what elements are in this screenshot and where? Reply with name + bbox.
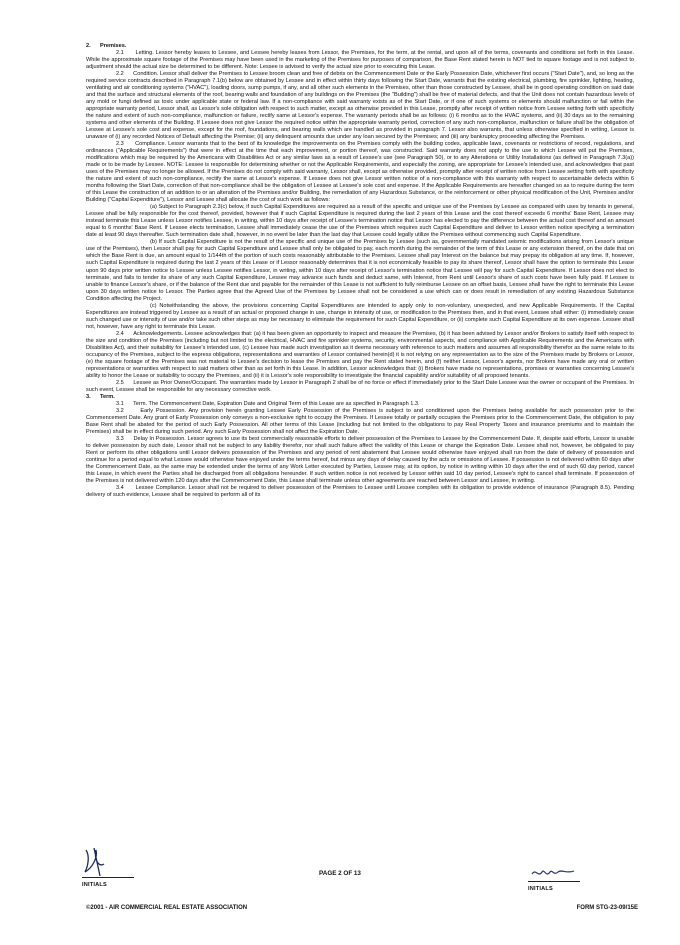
- paragraph-3-4-lessee-compliance: 3.4 Lessee Compliance. Lessor shall not be required to deliver possession of the Premises to Lessee until Lessee complies with its obligation to provide evidence of insurance (Paragraph 8.5). Pending delivery of such evidence, Lessee shall be required to perform all of its: [86, 484, 634, 498]
- page-number: PAGE 2 OF 13: [319, 870, 361, 877]
- initials-line-right: [528, 881, 580, 882]
- paragraph-2-3-a: (a) Subject to Paragraph 2.3(c) below, if such Capital Expenditures are required as a result of the specific and unique use of the Premises by Lessee as compared with uses by tenants in general, Lessee shall be fully responsible for the cost thereof, provided, however that if such Capital Expenditure is required during the last 2 years of this Lease and the cost thereof exceeds 6 months' Base Rent, Lessee may instead terminate this Lease unless Lessor notifies Lessee, in writing, within 10 days after receipt of Lessee's termination notice that Lessor has elected to pay the difference between the actual cost thereof and an amount equal to 6 months' Base Rent. If Lessee elects termination, Lessee shall immediately cease the use of the Premises which requires such Capital Expenditure and deliver to Lessor written notice specifying a termination date at least 90 days thereafter. Such termination date shall, however, in no event be later than the last day that Lessee could legally utilize the Premises without commencing such Capital Expenditure.: [86, 204, 634, 239]
- paragraph-3-2-early-possession: 3.2 Early Possession. Any provision herein granting Lessee Early Possession of the Premises is subject to and conditioned upon the Premises being available for such possession prior to the Commencement Date. Any grant of Early Possession only conveys a non-exclusive right to occupy the Premises. If Lessee totally or partially occupies the Premises prior to the Commencement Date, the obligation to pay Base Rent shall be abated for the period of such Early Possession. All other terms of this Lease (including but not limited to the obligations to pay Real Property Taxes and insurance premiums and to maintain the Premises) shall be in effect during such period. Any such Early Possession shall not affect the Expiration Date.: [86, 407, 634, 435]
- paragraph-2-4-acknowledgements: 2.4 Acknowledgements. Lessee acknowledges that: (a) it has been given an opportunity to inspect and measure the Premises, (b) it has been advised by Lessor and/or Brokers to satisfy itself with respect to the size and condition of the Premises (including but not limited to the electrical, HVAC and fire sprinkler systems, security, environmental aspects, and compliance with Applicable Requirements and the Americans with Disabilities Act), and their suitability for Lessee's intended use, (c) Lessee has made such investigation as it deems necessary with reference to such matters and assumes all responsibility therefor as the same relate to its occupancy of the Premises, subject to the express obligations, representations and warranties of Lessor contained herein(d) it is not relying on any representation as to the size of the Premises made by Brokers or Lessor, (e) the square footage of the Premises was not material to Lessee's decision to lease the Premises and pay the Rent stated herein, and (f) neither Lessor, Lessor's agents, nor Brokers have made any oral or written representations or warranties with respect to said matters other than as set forth in this Lease. In addition, Lessor acknowledges that: (i) Brokers have made no representations, promises or warranties concerning Lessee's ability to honor the Lease or suitability to occupy the Premises, and (ii) it is Lessor's sole responsibility to investigate the financial capability and/or suitability of all proposed tenants.: [86, 330, 634, 379]
- initials-box-right: [526, 866, 586, 892]
- initials-label-left: INITIALS: [82, 882, 107, 888]
- initials-box-left: [80, 846, 140, 888]
- form-number: FORM STG-23-09/15E: [576, 905, 638, 911]
- paragraph-2-1-letting: 2.1 Letting. Lessor hereby leases to Lessee, and Lessee hereby leases from Lessor, the Premises, for the term, at the rental, and upon all of the terms, covenants and conditions set forth in this Lease. While the approximate square footage of the Premises may have been used in the marketing of the Premises for purposes of comparison, the Base Rent stated herein is NOT tied to square footage and is not subject to adjustment should the actual size be determined to be different. Note: Lessee is advised to verify the actual size prior to executing this Lease.: [86, 50, 634, 71]
- section-3-heading: 3. Term.: [86, 393, 115, 400]
- initials-line-left: [82, 877, 134, 878]
- handwritten-initials-right: [530, 866, 576, 880]
- paragraph-3-3-delay-in-possession: 3.3 Delay In Possession. Lessor agrees to use its best commercially reasonable efforts to deliver possession of the Premises to Lessee by the Commencement Date. If, despite said efforts, Lessor is unable to deliver possession by such date, Lessor shall not be subject to any liability therefor, nor shall such failure affect the validity of this Lease or change the Expiration Date. Lessee shall not, however, be obligated to pay Rent or perform its other obligations until Lessor delivers possession of the Premises and any period of rent abatement that Lessee would otherwise have enjoyed shall run from the date of delivery of possession and continue for a period equal to what Lessee would otherwise have enjoyed under the terms hereof, but minus any days of delay caused by the acts or omissions of Lessee. If possession is not delivered within 60 days after the Commencement Date, as the same may be extended under the terms of any Work Letter executed by Parties, Lessee may, at its option, by notice in writing within 10 days after the end of such 60 day period, cancel this Lease, in which event the Parties shall be discharged from all obligations hereunder. If such written notice is not received by Lessor within said 10 day period, Lessee's right to cancel shall terminate. If possession of the Premises is not delivered within 120 days after the Commencement Date, this Lease shall terminate unless other agreements are reached between Lessor and Lessee, in writing.: [86, 435, 634, 484]
- paragraph-2-3-b: (b) If such Capital Expenditure is not the result of the specific and unique use of the Premises by Lessee (such as, governmentally mandated seismic modifications arising from Lessor's unique use of the Premises), then Lessor shall pay for such Capital Expenditure and Lessee shall only be obligated to pay, each month during the remainder of the term of this Lease or any extension thereof, on the date that on which the Base Rent is due, an amount equal to 1/144th of the portion of such costs reasonably attributable to the Premises. Lessee shall pay Interest on the balance but may prepay its obligation at any time. If, however, such Capital Expenditure is required during the last 2 years of this Lease or if Lessor reasonably determines that it is not economically feasible to pay its share thereof, Lessor shall have the option to terminate this Lease upon 90 days prior written notice to Lessee unless Lessee notifies Lessor, in writing, within 10 days after receipt of Lessor's termination notice that Lessee will pay for such Capital Expenditure. If Lessor does not elect to terminate, and fails to tender its share of any such Capital Expenditure, Lessee may advance such funds and deduct same, with Interest, from Rent until Lessor's share of such costs have been fully paid. If Lessee is unable to finance Lessor's share, or if the balance of the Rent due and payable for the remainder of this Lease is not sufficient to fully reimburse Lessee on an offset basis, Lessee shall have the right to terminate this Lease upon 30 days written notice to Lessor. The Parties agree that the Agreed Use of the Premises by Lessee shall not be considered a use which can or does result in remediation of any existing Hazardous Substance Condition affecting the Project.: [86, 239, 634, 302]
- paragraph-2-3-c: (c) Notwithstanding the above, the provisions concerning Capital Expenditures are intended to apply only to non-voluntary, unexpected, and new Applicable Requirements. If the Capital Expenditures are instead triggered by Lessee as a result of an actual or proposed change in use, change in intensity of use, or modification to the Premises then, and in that event, Lessee shall either: (i) immediately cease such changed use or intensity of use and/or take such other steps as may be necessary to eliminate the requirement for such Capital Expenditure, or (ii) complete such Capital Expenditure at its own expense. Lessee shall not, however, have any right to terminate this Lease.: [86, 302, 634, 330]
- paragraph-2-3-compliance: 2.3 Compliance. Lessor warrants that to the best of its knowledge the improvements on the Premises comply with the building codes, applicable laws, covenants or restrictions of record, regulations, and ordinances ("Applicable Requirements") that were in effect at the time that each improvement, or portion thereof, was constructed. Said warranty does not apply to the use to which Lessee will put the Premises, modifications which may be required by the Americans with Disabilities Act or any similar laws as a result of Lessee's use (see Paragraph 50), or to any Alterations or Utility Installations (as defined in Paragraph 7.3(a)) made or to be made by Lessee. NOTE: Lessee is responsible for determining whether or not the Applicable Requirements, and especially the zoning, are appropriate for Lessee's intended use, and acknowledges that past uses of the Premises may no longer be allowed. If the Premises do not comply with said warranty, Lessor shall, except as otherwise provided, promptly after receipt of written notice from Lessee setting forth with specificity the nature and extent of such non-compliance, rectify the same at Lessor's expense. If Lessee does not give Lessor written notice of a non-compliance with this warranty with respect to ascertainable defects within 6 months following the Start Date, correction of that non-compliance shall be the obligation of Lessee at Lessee's sole cost and expense. If the Applicable Requirements are hereafter changed so as to require during the term of this Lease the construction of an addition to or an alteration of the Premises and/or Building, the remediation of any Hazardous Substance, or the reinforcement or other physical modification of the Unit, Premises and/or Building ("Capital Expenditure"), Lessor and Lessee shall allocate the cost of such work as follows:: [86, 141, 634, 204]
- paragraph-2-2-condition: 2.2 Condition. Lessor shall deliver the Premises to Lessee broom clean and free of debris on the Commencement Date or the Early Possession Date, whichever first occurs ("Start Date"), and, so long as the required service contracts described in Paragraph 7.1(b) below are obtained by Lessee and in effect within thirty days following the Start Date, warrants that the existing electrical, plumbing, fire sprinkler, lighting, heating, ventilating and air conditioning systems ("HVAC"), loading doors, sump pumps, if any, and all other such elements in the Premises, other than those constructed by Lessee, shall be in good operating condition on said date and that the surface and structural elements of the roof, bearing walls and foundation of any buildings on the Premises (the "Building") shall be free of material defects, and that the Unit does not contain hazardous levels of any mold or fungi defined as toxic under applicable state or federal law. If a non-compliance with said warranty exists as of the Start Date, or if one of such systems or elements should malfunction or fail within the appropriate warranty period, Lessor shall, as Lessor's sole obligation with respect to such matter, except as otherwise provided in this Lease, promptly after receipt of written notice from Lessee setting forth with specificity the nature and extent of such non-compliance, malfunction or failure, rectify same at Lessor's expense. The warranty periods shall be as follows: (i) 6 months as to the HVAC systems, and (ii) 30 days as to the remaining systems and other elements of the Building. If Lessee does not give Lessor the required notice within the appropriate warranty period, correction of any such non-compliance, malfunction or failure shall be the obligation of Lessee at Lessee's sole cost and expense, except for the roof, foundations, and bearing walls which are handled as provided in paragraph 7. Lessor also warrants, that unless otherwise specified in writing, Lessor is unaware of (i) any recorded Notices of Default affecting the Premise; (ii) any delinquent amounts due under any loan secured by the Premises; and (iii) any bankruptcy proceeding affecting the Premises.: [86, 71, 634, 141]
- lease-body: [86, 43, 634, 499]
- section-2-heading: 2. Premises.: [86, 43, 127, 49]
- paragraph-2-5-prior-owner: 2.5 Lessee as Prior Owner/Occupant. The warranties made by Lessor in Paragraph 2 shall be of no force or effect if immediately prior to the Start Date Lessee was the owner or occupant of the Premises. In such event, Lessee shall be responsible for any necessary corrective work.: [86, 379, 634, 393]
- paragraph-3-1-term: 3.1 Term. The Commencement Date, Expiration Date and Original Term of this Lease are as specified in Paragraph 1.3.: [116, 400, 420, 407]
- copyright-notice: ©2001 - AIR COMMERCIAL REAL ESTATE ASSOCIATION: [86, 905, 248, 911]
- initials-label-right: INITIALS: [528, 886, 553, 892]
